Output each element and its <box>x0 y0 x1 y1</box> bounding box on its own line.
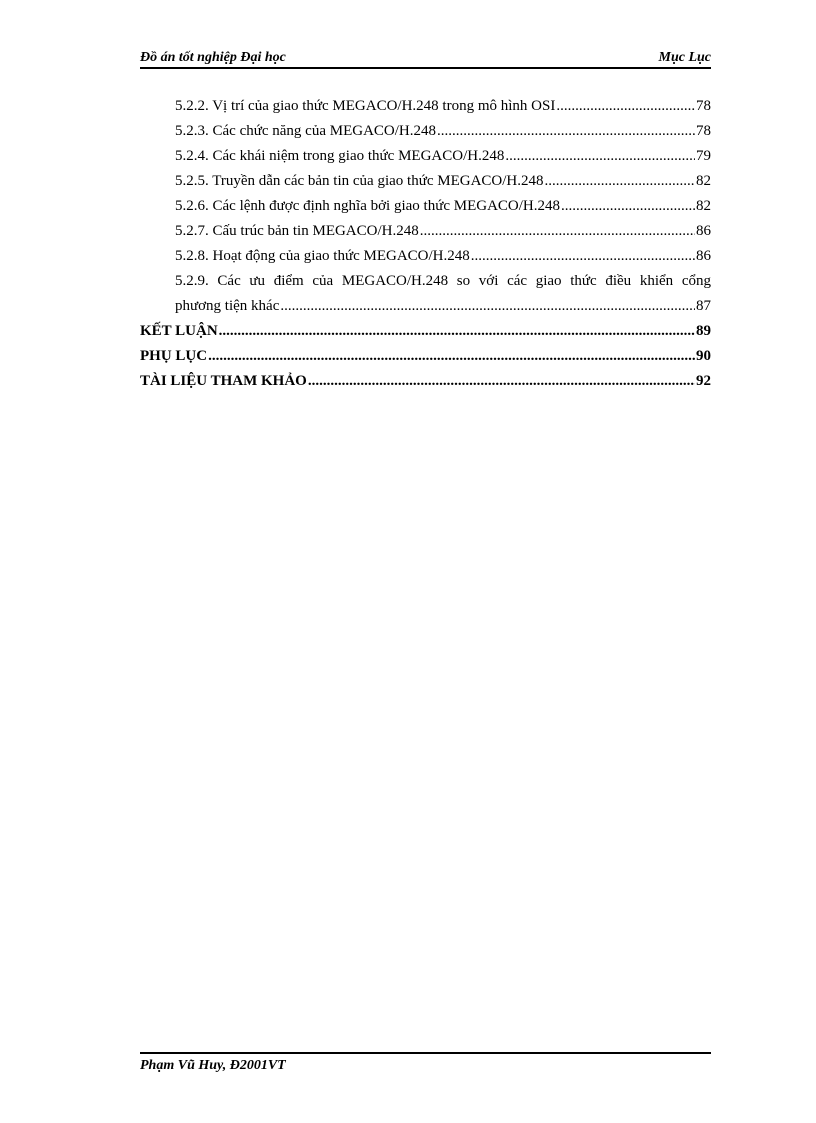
toc-chapter-title: KẾT LUẬN <box>140 323 218 339</box>
toc-entry-title: 5.2.3. Các chức năng của MEGACO/H.248 <box>175 123 436 139</box>
toc-entry-page: 86 <box>696 248 711 264</box>
dot-leader <box>505 144 695 169</box>
header-section: Mục Lục <box>658 50 711 65</box>
toc-entry-title: 5.2.7. Cấu trúc bản tin MEGACO/H.248 <box>175 223 419 239</box>
toc-entry[interactable] <box>140 219 711 244</box>
dot-leader <box>545 169 696 194</box>
toc-entry-wrapped[interactable] <box>140 269 711 319</box>
toc-chapter-page: 92 <box>696 373 711 389</box>
toc-entry-page: 82 <box>696 198 711 214</box>
dot-leader <box>437 119 695 144</box>
toc-entry[interactable] <box>140 119 711 144</box>
dot-leader <box>471 244 695 269</box>
toc-entry-title-line1: 5.2.9. Các ưu điểm của MEGACO/H.248 so với các giao thức điều khiển cổng <box>175 273 711 289</box>
toc-entry-page: 78 <box>696 98 711 114</box>
page-header <box>140 50 711 68</box>
toc-entry-title: 5.2.2. Vị trí của giao thức MEGACO/H.248 trong mô hình OSI <box>175 98 556 114</box>
toc-entry-page: 78 <box>696 123 711 139</box>
dot-leader <box>556 94 695 119</box>
toc-chapter-title: PHỤ LỤC <box>140 348 208 364</box>
toc-entry[interactable] <box>140 144 711 169</box>
toc-chapter-entry[interactable] <box>140 369 711 394</box>
table-of-contents <box>140 94 711 394</box>
toc-entry-title: 5.2.5. Truyền dẫn các bản tin của giao thức MEGACO/H.248 <box>175 173 544 189</box>
toc-entry-title-line2: phương tiện khác <box>175 298 280 314</box>
toc-entry-title: 5.2.4. Các khái niệm trong giao thức MEGACO/H.248 <box>175 148 505 164</box>
dot-leader <box>561 194 695 219</box>
dot-leader <box>219 319 695 344</box>
toc-entry-page: 82 <box>696 173 711 189</box>
toc-entry[interactable] <box>140 194 711 219</box>
toc-chapter-entry[interactable] <box>140 319 711 344</box>
dot-leader <box>280 294 695 319</box>
dot-leader <box>308 369 695 394</box>
header-title: Đồ án tốt nghiệp Đại học <box>140 50 286 65</box>
header-divider <box>140 67 711 69</box>
toc-entry[interactable] <box>140 169 711 194</box>
toc-chapter-title: TÀI LIỆU THAM KHẢO <box>140 373 307 389</box>
toc-entry-page: 79 <box>696 148 711 164</box>
footer-divider <box>140 1052 711 1054</box>
toc-entry-title: 5.2.6. Các lệnh được định nghĩa bởi giao thức MEGACO/H.248 <box>175 198 560 214</box>
toc-entry-page: 87 <box>696 298 711 314</box>
toc-entry[interactable] <box>140 94 711 119</box>
dot-leader <box>420 219 695 244</box>
toc-chapter-page: 89 <box>696 323 711 339</box>
page-footer: Phạm Vũ Huy, Đ2001VT <box>140 1058 286 1073</box>
toc-entry-title: 5.2.8. Hoạt động của giao thức MEGACO/H.248 <box>175 248 470 264</box>
toc-entry[interactable] <box>140 244 711 269</box>
toc-entry-page: 86 <box>696 223 711 239</box>
dot-leader <box>208 344 695 369</box>
toc-chapter-entry[interactable] <box>140 344 711 369</box>
toc-chapter-page: 90 <box>696 348 711 364</box>
